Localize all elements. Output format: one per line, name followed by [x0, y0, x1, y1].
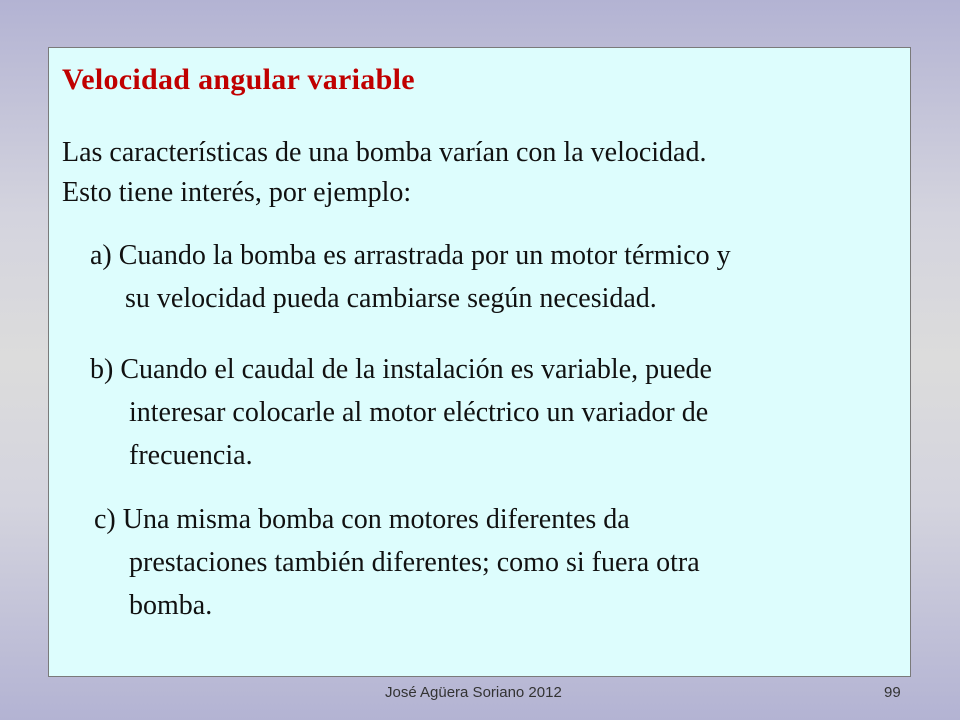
page-number: 99 — [884, 684, 901, 701]
list-item-b — [90, 348, 712, 477]
list-item-c — [94, 498, 700, 627]
list-item-line: interesar colocarle al motor eléctrico un variador de — [129, 397, 709, 428]
intro-line: Esto tiene interés, por ejemplo: — [62, 177, 412, 208]
slide-title: Velocidad angular variable — [62, 63, 415, 96]
list-item-line: bomba. — [129, 590, 213, 621]
list-item-line: prestaciones también diferentes; como si fuera otra — [129, 547, 700, 578]
intro-paragraph — [62, 133, 706, 213]
list-item-line: c) Una misma bomba con motores diferentes da — [94, 504, 630, 535]
list-item-line: a) Cuando la bomba es arrastrada por un motor térmico y — [90, 240, 731, 271]
footer-author: José Agüera Soriano 2012 — [385, 684, 562, 701]
content-panel — [48, 47, 911, 677]
intro-line: Las características de una bomba varían con la velocidad. — [62, 137, 707, 168]
list-item-line: frecuencia. — [129, 440, 253, 471]
list-item-line: b) Cuando el caudal de la instalación es variable, puede — [90, 354, 712, 385]
list-item-a — [90, 234, 731, 320]
list-item-line: su velocidad pueda cambiarse según necesidad. — [125, 283, 657, 314]
